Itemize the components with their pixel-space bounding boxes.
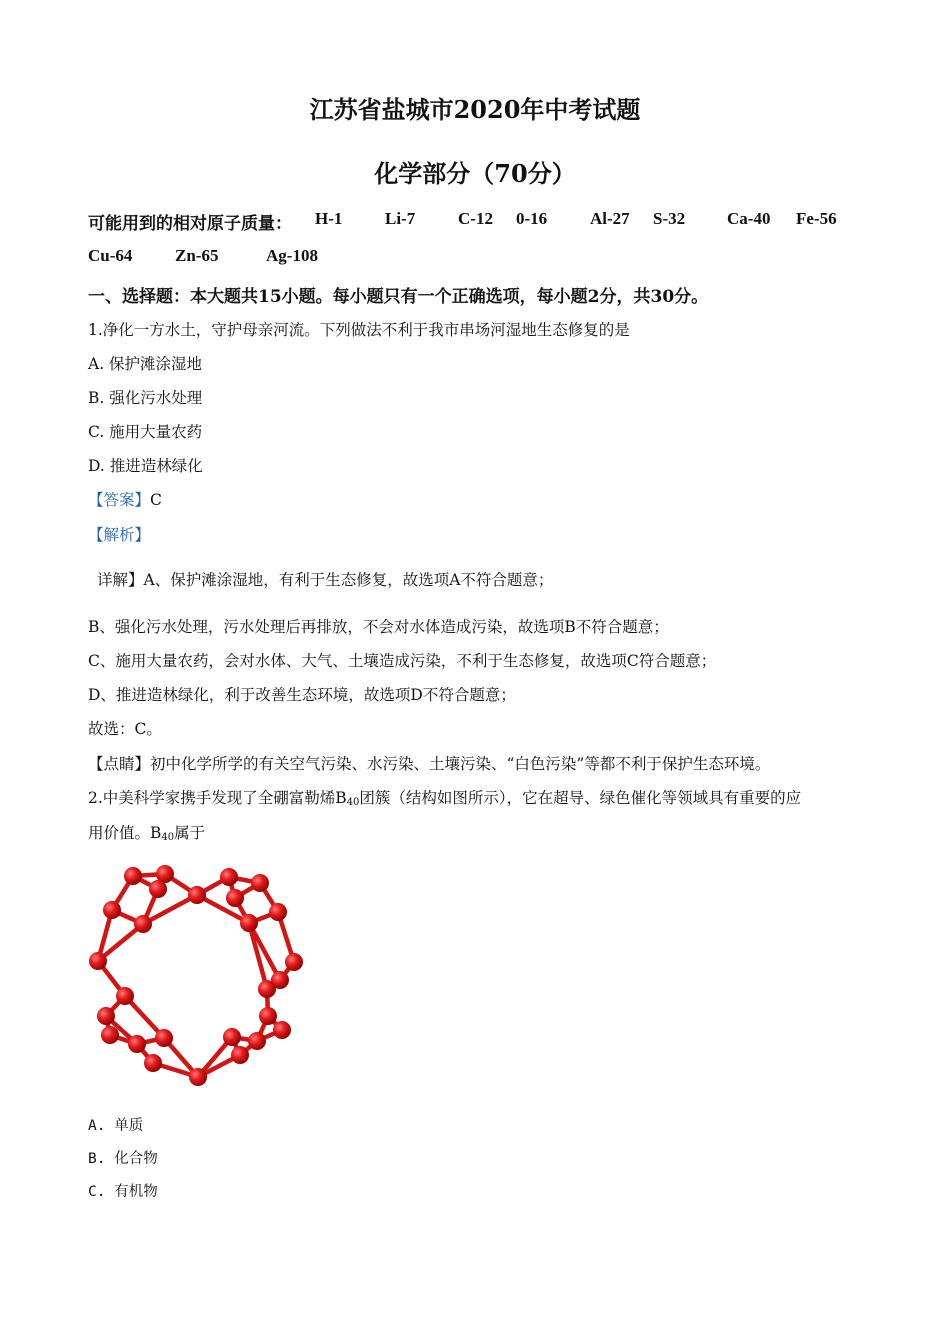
comment: 【点睛】初中化学所学的有关空气污染、水污染、土壤污染、“白色污染”等都不利于保护生态环境。	[88, 755, 771, 773]
molecule-atom	[144, 1054, 162, 1072]
atomic-mass-item: Li-7	[385, 209, 416, 228]
subscript: 40	[346, 797, 360, 808]
b40-molecule-image	[82, 858, 312, 1093]
molecule-atom	[273, 1021, 291, 1039]
stem-text: 用价值。B	[88, 824, 162, 842]
answer-label: 【答案】	[88, 491, 151, 509]
molecule-atom	[116, 987, 134, 1005]
subscript: 40	[161, 832, 175, 843]
molecule-atom	[188, 886, 206, 904]
question-2-stem	[88, 786, 801, 808]
molecule-atom	[248, 1032, 266, 1050]
q2-option-b: B. 化合物	[88, 1151, 158, 1167]
atomic-mass-item: H-1	[315, 209, 343, 228]
atomic-mass-item: 0-16	[516, 209, 548, 228]
molecule-atom	[240, 914, 258, 932]
stem-text: 2.中美科学家携手发现了全硼富勒烯B	[88, 789, 347, 807]
atomic-mass-item: Zn-65	[175, 246, 219, 265]
question-1-stem: 1.净化一方水土，守护母亲河流。下列做法不利于我市串场河湿地生态修复的是	[88, 321, 630, 339]
stem-text: 属于	[174, 824, 206, 842]
analysis-detail: 详解】A、保护滩涂湿地，有利于生态修复，故选项A不符合题意；	[97, 571, 554, 589]
q1-answer	[88, 488, 162, 510]
molecule-atom	[285, 953, 303, 971]
q1-option-c: C. 施用大量农药	[88, 423, 203, 441]
molecule-atom	[155, 1029, 173, 1047]
page-subtitle: 化学部分（70分）	[374, 159, 576, 188]
atomic-mass-item: Ag-108	[266, 246, 318, 265]
atomic-mass-item: S-32	[653, 209, 686, 228]
molecule-atom	[134, 915, 152, 933]
molecule-atom	[101, 1026, 119, 1044]
atomic-mass-item: Ca-40	[727, 209, 771, 228]
section-heading: 一、选择题：本大题共15小题。每小题只有一个正确选项，每小题2分，共30分。	[88, 287, 709, 307]
stem-text: 团簇（结构如图所示），它在超导、绿色催化等领域具有重要的应	[359, 789, 802, 807]
molecule-atom	[128, 1035, 146, 1053]
molecule-atom	[89, 952, 107, 970]
atomic-mass-item: Al-27	[590, 209, 630, 228]
q1-option-a: A. 保护滩涂湿地	[88, 355, 203, 373]
molecule-atom	[231, 1046, 249, 1064]
atomic-mass-item: Cu-64	[88, 246, 133, 265]
analysis-line: D、推进造林绿化，利于改善生态环境，故选项D不符合题意；	[88, 686, 516, 704]
molecule-atom	[220, 868, 238, 886]
q2-option-c: C. 有机物	[88, 1184, 158, 1200]
q1-option-b: B. 强化污水处理	[88, 389, 203, 407]
molecule-atom	[189, 1068, 207, 1086]
molecule-atom	[226, 889, 244, 907]
molecule-atom	[259, 1007, 277, 1025]
q2-option-a: A. 单质	[88, 1118, 144, 1134]
molecule-atom	[97, 1007, 115, 1025]
atomic-mass-item: C-12	[458, 209, 493, 228]
page-title: 江苏省盐城市2020年中考试题	[309, 95, 641, 124]
molecule-atom	[149, 880, 167, 898]
atomic-mass-label: 可能用到的相对原子质量：	[88, 214, 292, 233]
molecule-atom	[251, 874, 269, 892]
analysis-line: C、施用大量农药，会对水体、大气、土壤造成污染，不利于生态修复，故选项C符合题意；	[88, 652, 717, 670]
analysis-line: B、强化污水处理，污水处理后再排放，不会对水体造成污染，故选项B不符合题意；	[88, 618, 669, 636]
answer-value: C	[150, 491, 162, 509]
q1-option-d: D. 推进造林绿化	[88, 457, 203, 475]
molecule-atom	[103, 901, 121, 919]
atomic-mass-item: Fe-56	[796, 209, 837, 228]
molecule-atom	[269, 903, 287, 921]
question-2-stem-line2	[88, 821, 205, 843]
molecule-atom	[258, 980, 276, 998]
analysis-line: 故选：C。	[88, 720, 162, 738]
molecule-atom	[124, 867, 142, 885]
molecule-bond	[249, 923, 267, 989]
molecule-atom	[223, 1028, 241, 1046]
analysis-label: 【解析】	[88, 526, 151, 544]
